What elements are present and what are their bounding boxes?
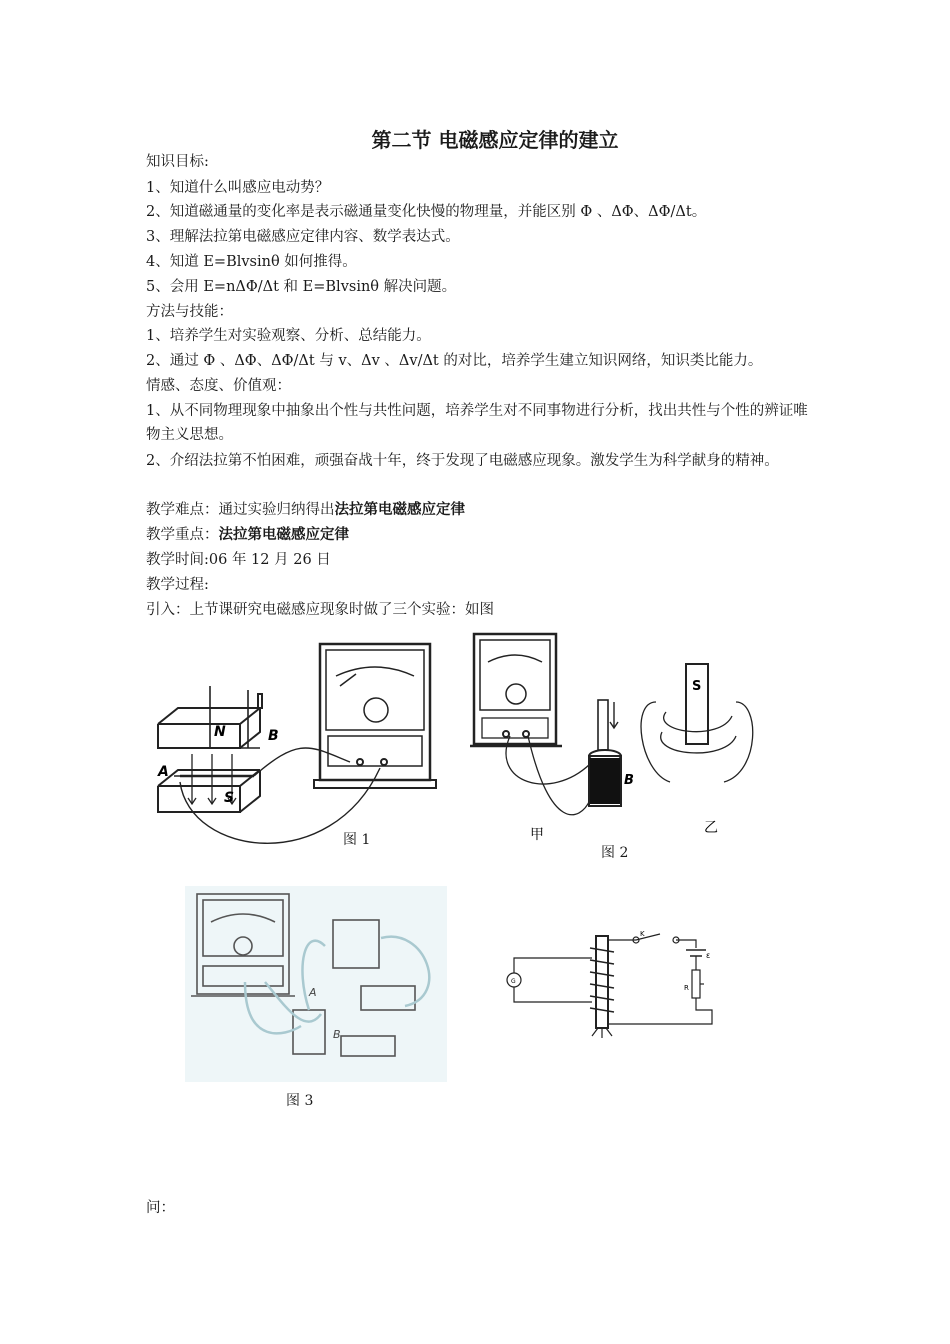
knowledge-item-4: 4、知道 E=Blvsinθ 如何推得。 — [146, 254, 357, 270]
figure-1-magnet-galvanometer — [150, 636, 440, 866]
fig2-label-b: B — [624, 773, 634, 788]
figure-4-schematic — [500, 928, 722, 1040]
fig2-label-s: S — [692, 679, 702, 694]
key-point-label: 教学重点： — [146, 527, 219, 543]
difficulty-label: 教学难点：通过实验归纳得出 — [146, 502, 335, 518]
knowledge-item-2: 2、知道磁通量的变化率是表示磁通量变化快慢的物理量，并能区别 Φ 、ΔΦ、ΔΦ/Δt。 — [146, 204, 707, 220]
knowledge-item-1: 1、知道什么叫感应电动势？ — [146, 180, 330, 196]
figure-1-caption: 图 1 — [343, 832, 371, 848]
fig4-label-e: ε — [706, 951, 711, 960]
knowledge-heading: 知识目标: — [146, 154, 209, 170]
knowledge-item-3: 3、理解法拉第电磁感应定律内容、数学表达式。 — [146, 229, 460, 245]
emotion-item-1: 1、从不同物理现象中抽象出个性与共性问题，培养学生对不同事物进行分析，找出共性与个性的辨证唯物主义思想。 — [146, 403, 808, 443]
figure-2-coil-magnet — [470, 632, 770, 842]
intro-text: 引入：上节课研究电磁感应现象时做了三个实验：如图 — [146, 602, 494, 618]
key-point-bold: 法拉第电磁感应定律 — [218, 527, 349, 543]
fig1-label-b: B — [268, 728, 279, 744]
fig4-label-k: K — [640, 930, 645, 938]
method-heading: 方法与技能： — [146, 304, 233, 320]
fig2-label-yi: 乙 — [704, 820, 718, 836]
method-item-2: 2、通过 Φ 、ΔΦ、ΔΦ/Δt 与 v、Δv 、Δv/Δt 的对比，培养学生建立知识网络，知识类比能力。 — [146, 353, 763, 369]
fig3-label-b: B — [333, 1028, 341, 1041]
emotion-heading: 情感、态度、价值观： — [146, 378, 291, 394]
teach-time: 教学时间:06 年 12 月 26 日 — [146, 552, 331, 568]
fig1-label-s: S — [224, 790, 235, 806]
fig4-label-g: G — [511, 978, 516, 985]
difficulty-bold: 法拉第电磁感应定律 — [334, 502, 465, 518]
difficulty-line — [146, 500, 465, 520]
process-heading: 教学过程: — [146, 577, 209, 593]
knowledge-item-5: 5、会用 E=nΔΦ/Δt 和 E=Blvsinθ 解决问题。 — [146, 279, 457, 295]
page-title: 第二节 电磁感应定律的建立 — [371, 128, 619, 152]
fig1-label-a: A — [158, 764, 169, 780]
question-text: 问： — [146, 1200, 175, 1216]
figure-3-caption: 图 3 — [286, 1093, 314, 1109]
fig3-label-a: A — [309, 986, 317, 999]
key-point-line — [146, 525, 349, 545]
figure-3-circuit-photo — [185, 886, 447, 1082]
fig4-label-r: R — [684, 984, 689, 992]
fig1-label-n: N — [214, 724, 226, 740]
method-item-1: 1、培养学生对实验观察、分析、总结能力。 — [146, 328, 431, 344]
figure-2-caption: 图 2 — [601, 845, 629, 861]
emotion-item-2: 2、介绍法拉第不怕困难，顽强奋战十年，终于发现了电磁感应现象。激发学生为科学献身的精神。 — [146, 453, 779, 469]
fig2-label-jia: 甲 — [530, 827, 544, 842]
